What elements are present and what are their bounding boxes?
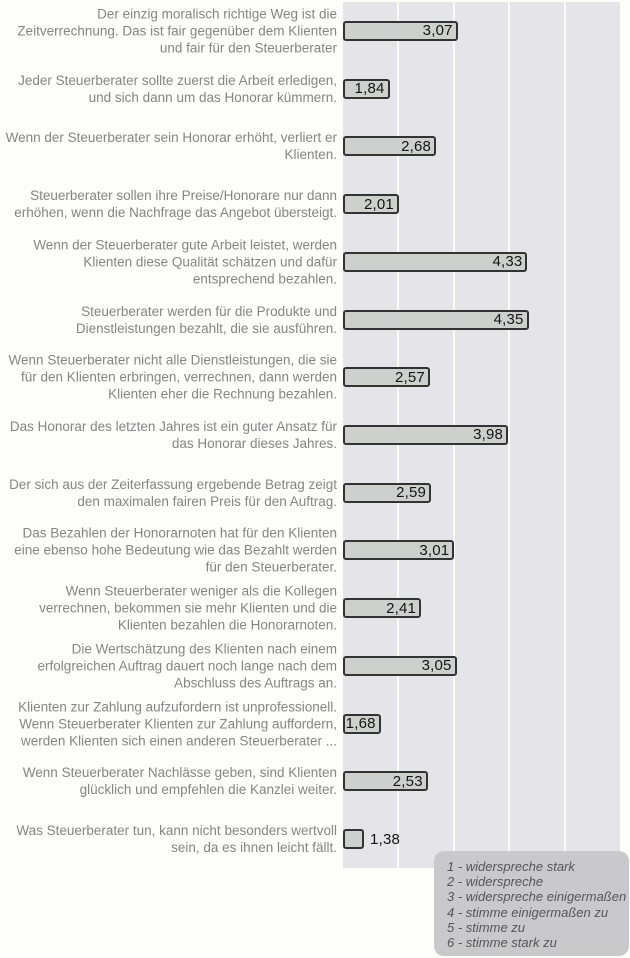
chart-row (0, 175, 630, 233)
value-label: 3,01 (419, 541, 450, 559)
value-bar (343, 829, 401, 849)
legend-item: 3 - widerspreche einigermaßen (447, 889, 627, 905)
legend-item: 2 - widerspreche (447, 874, 544, 890)
statement-label: Steuerberater sollen ihre Preise/Honorare nur dann erhöhen, wenn die Nachfrage das Angebot übersteigt. (14, 188, 337, 221)
value-bar (343, 367, 430, 387)
value-label: 2,59 (396, 484, 427, 502)
value-label: 1,38 (370, 830, 401, 848)
legend-item: 1 - widerspreche stark (447, 859, 575, 874)
statement-label: Wenn Steuerberater Nachlässe geben, sind Klienten glücklich und empfehlen die Kanzlei weiter. (22, 765, 337, 798)
value-bar (343, 540, 454, 560)
value-label: 3,98 (473, 426, 504, 444)
value-label: 4,35 (493, 311, 524, 329)
statement-label: Der einzig moralisch richtige Weg ist die Zeitverrechnung. Das ist fair gegenüber dem Klienten und fair für den Steuerberater (17, 6, 337, 56)
chart-row (0, 637, 630, 695)
legend-item: 4 - stimme einigermaßen zu (447, 904, 609, 920)
value-bar (343, 483, 431, 503)
value-label: 2,53 (392, 772, 423, 790)
value-label: 2,01 (363, 195, 394, 213)
scale-legend (434, 851, 629, 956)
chart-row (0, 695, 630, 753)
value-bar (343, 714, 381, 734)
chart-row (0, 753, 630, 811)
value-label: 4,33 (492, 253, 523, 271)
value-label: 1,68 (345, 715, 376, 733)
value-bar (343, 425, 508, 445)
value-bar (343, 598, 421, 618)
legend-item: 6 - stimme stark zu (447, 935, 557, 951)
value-label: 3,05 (421, 657, 452, 675)
chart-row (0, 2, 630, 60)
value-bar (343, 252, 527, 272)
chart-row (0, 522, 630, 580)
chart-row (0, 406, 630, 464)
chart-row (0, 60, 630, 118)
value-label: 3,07 (422, 22, 453, 40)
value-bar (343, 771, 428, 791)
statement-label: Wenn Steuerberater weniger als die Kollegen verrechnen, bekommen sie mehr Klienten und die Klienten bezahlen die Honorarnoten. (39, 583, 337, 633)
value-bar (343, 21, 458, 41)
chart-row (0, 117, 630, 175)
statement-label: Wenn der Steuerberater sein Honorar erhöht, verliert er Klienten. (5, 130, 337, 163)
chart-row (0, 348, 630, 406)
value-bar (343, 194, 399, 214)
value-label: 2,68 (401, 137, 432, 155)
value-label: 1,84 (354, 80, 385, 98)
statement-label: Der sich aus der Zeiterfassung ergebende Betrag zeigt den maximalen fairen Preis für den Auftrag. (9, 476, 337, 509)
statement-label: Die Wertschätzung des Klienten nach einem erfolgreichen Auftrag dauert noch lange nach dem Abschluss des Auftrags an. (37, 641, 337, 691)
legend-item: 5 - stimme zu (447, 919, 526, 935)
statement-label: Klienten zur Zahlung aufzufordern ist unprofessionell. Wenn Steuerberater Klienten zur Zahlung auffordern, werden Klienten sich einen anderen Steuerberater ... (18, 699, 337, 749)
statement-label: Jeder Steuerberater sollte zuerst die Arbeit erledigen, und sich dann um das Honorar kümmern. (18, 72, 337, 105)
statement-label: Was Steuerberater tun, kann nicht besonders wertvoll sein, da es ihnen leicht fällt. (16, 823, 337, 856)
statement-label: Das Honorar des letzten Jahres ist ein guter Ansatz für das Honorar dieses Jahres. (9, 418, 337, 451)
value-bar (343, 310, 529, 330)
statement-label: Steuerberater werden für die Produkte und Dienstleistungen bezahlt, die sie ausführen. (75, 303, 337, 336)
value-bar (343, 656, 457, 676)
chart-row (0, 464, 630, 522)
statement-label: Das Bezahlen der Honorarnoten hat für den Klienten eine ebenso hohe Bedeutung wie das Bezahlt werden für den Steuerberater. (14, 525, 337, 575)
value-bar (343, 79, 390, 99)
statement-label: Wenn Steuerberater nicht alle Dienstleistungen, die sie für den Klienten erbringen, verrechnen, dann werden Klienten eher die Rechnung bezahlen. (8, 352, 337, 402)
statement-label: Wenn der Steuerberater gute Arbeit leistet, werden Klienten diese Qualität schätzen und dafür entsprechend bezahlen. (33, 237, 337, 287)
value-bar (343, 136, 436, 156)
chart-row (0, 233, 630, 291)
chart-row (0, 291, 630, 349)
chart-row (0, 579, 630, 637)
value-label: 2,57 (394, 368, 425, 386)
value-label: 2,41 (386, 599, 417, 617)
